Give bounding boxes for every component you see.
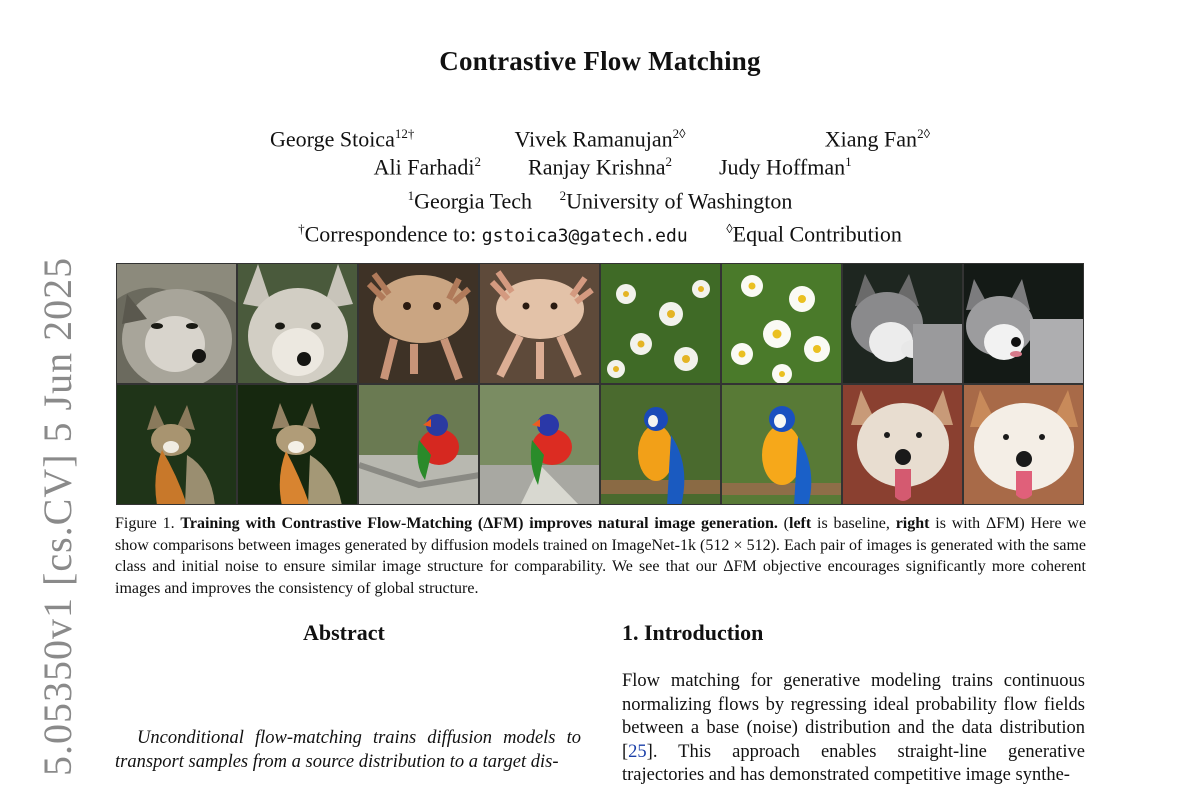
authors-row-1 — [0, 126, 1200, 152]
malamute-dfm-image — [963, 384, 1084, 505]
grey-fox-dfm-image — [237, 384, 358, 505]
axolotl-baseline-image — [358, 263, 479, 384]
author-name: Judy Hoffman$^1$ — [719, 154, 852, 180]
lorikeet-baseline-image — [358, 384, 479, 505]
affiliations: $^1$Georgia Tech $^2$University of Washington — [407, 188, 793, 214]
macaw-dfm-image — [721, 384, 842, 505]
figure-1-image-grid — [116, 263, 1084, 505]
introduction-text: Flow matching for generative modeling trains continuous normalizing flows by regressing ideal probability flow fields between a base (noise) distribution and the data distribution [25]. This approach enables straight-line generative trajectories and has demonstrated competitive image synthe- — [622, 671, 1085, 785]
daisies-dfm-image — [721, 263, 842, 384]
author-name: Xiang Fan$^{2◊}$ — [824, 126, 930, 152]
authors-row-2 — [0, 154, 1200, 180]
arctic-fox-dfm-image — [237, 263, 358, 384]
introduction-heading: 1. Introduction — [622, 620, 764, 645]
axolotl-dfm-image — [479, 263, 600, 384]
author-name: Ali Farhadi$^2$ — [373, 154, 481, 180]
husky-baseline-image — [842, 263, 963, 384]
grey-fox-baseline-image — [116, 384, 237, 505]
daisies-baseline-image — [600, 263, 721, 384]
figure-1-caption: Figure 1. Training with Contrastive Flow-Matching (ΔFM) improves natural image generation. (left is baseline, right is with ΔFM) Here we show comparisons between images generated by diffusion models trained on ImageNet-1k (512 × 512). Each pair of images is generated with the same class and initial noise to ensure similar image structure for comparability. We see that our ΔFM objective encourages significantly more coherent images and improves the consistency of global structure. — [115, 515, 1087, 597]
arctic-fox-baseline-image — [116, 263, 237, 384]
author-name: Ranjay Krishna$^2$ — [528, 154, 672, 180]
author-name: George Stoica$^{12\dagger}$ — [270, 126, 415, 152]
email-link[interactable]: gstoica3@gatech.edu — [481, 225, 688, 247]
malamute-baseline-image — [842, 384, 963, 505]
paper-title: Contrastive Flow Matching — [439, 46, 761, 76]
abstract-text: Unconditional flow-matching trains diffusion models to transport samples from a source distribution to a target dis- — [115, 728, 581, 772]
macaw-baseline-image — [600, 384, 721, 505]
husky-dfm-image — [963, 263, 1084, 384]
abstract-heading: Abstract — [303, 620, 385, 645]
correspondence: †Correspondence to: gstoica3@gatech.edu ◊Equal Contribution — [298, 221, 902, 247]
lorikeet-dfm-image — [479, 384, 600, 505]
citation-link[interactable]: 25 — [628, 741, 647, 762]
author-name: Vivek Ramanujan$^{2◊}$ — [514, 126, 686, 152]
arxiv-identifier: 5.05350v1 [cs.CV] 5 Jun 2025 — [35, 256, 80, 776]
